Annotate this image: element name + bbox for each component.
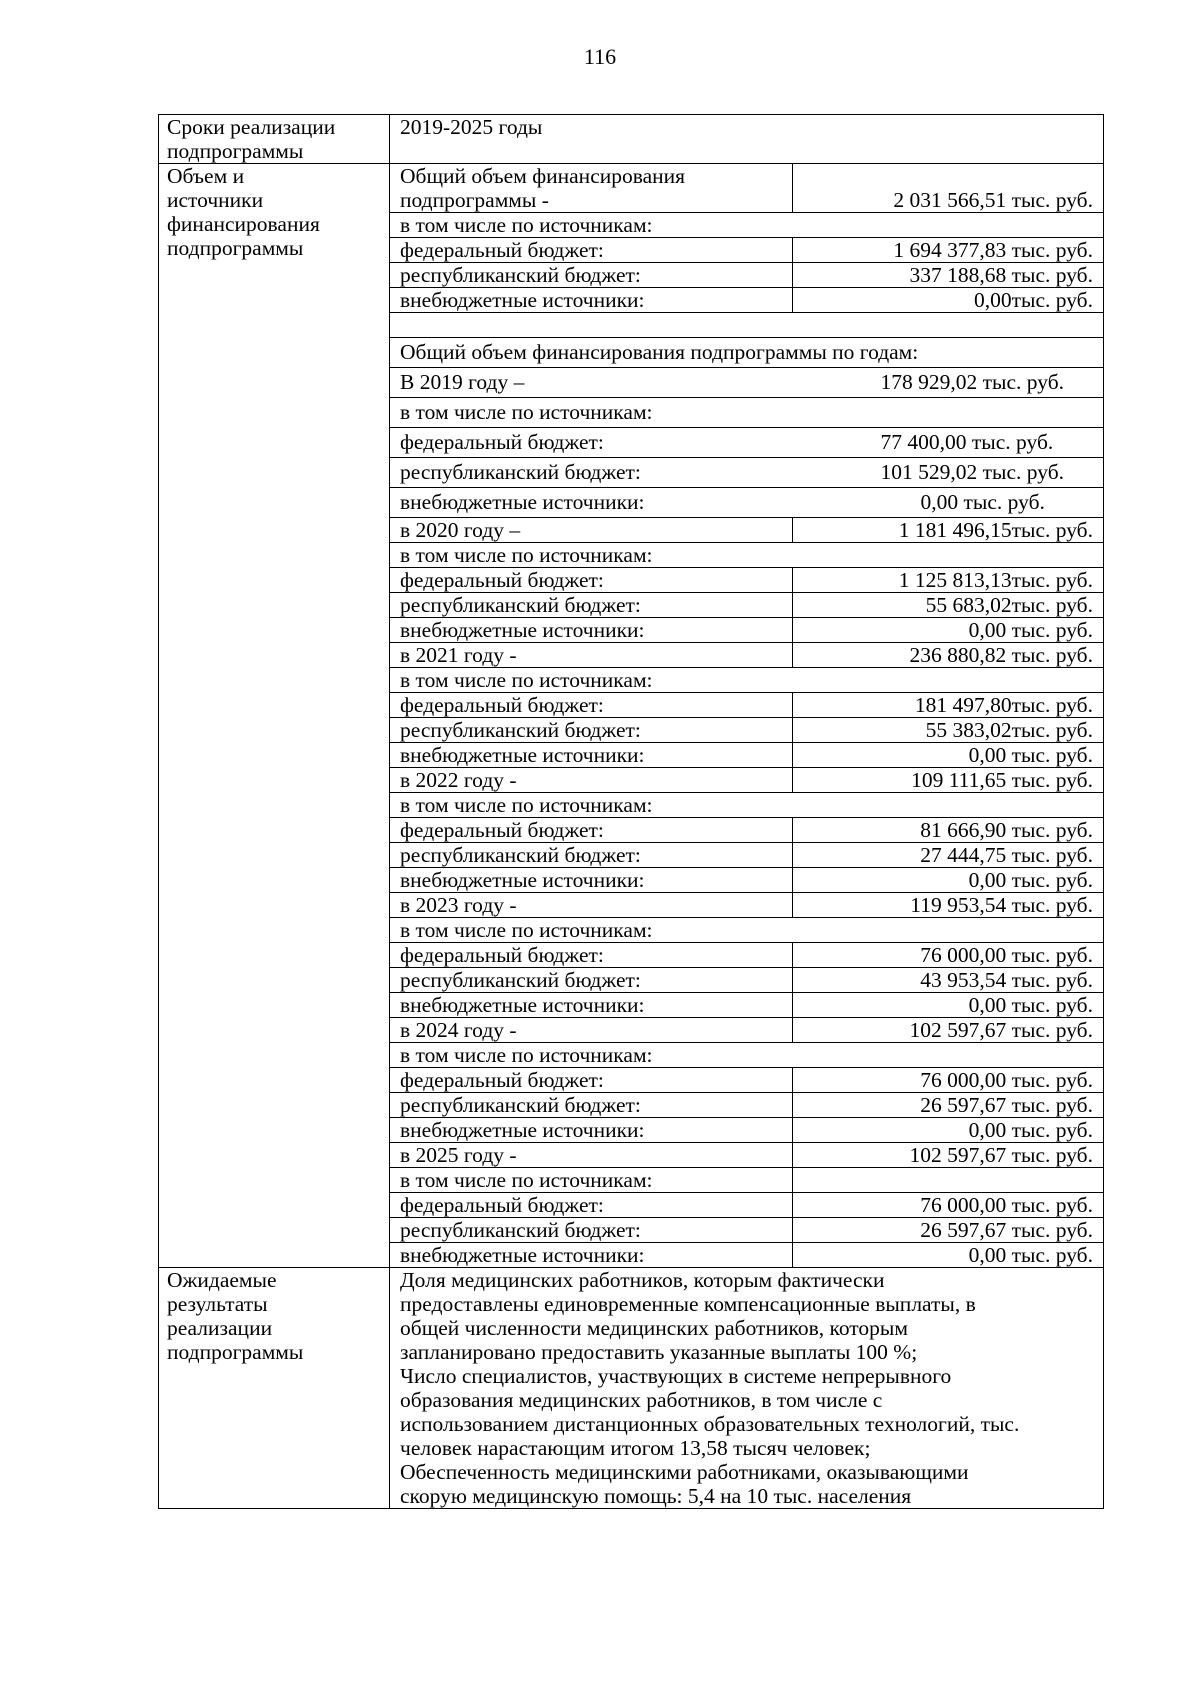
results-line: образования медицинских работников, в том числе с <box>400 1388 883 1412</box>
year-label: в 2021 году - <box>390 643 793 668</box>
year-federal-label: федеральный бюджет: <box>390 568 793 593</box>
year-federal-label: федеральный бюджет: <box>390 428 793 458</box>
year-republic-value: 43 953,54 тыс. руб. <box>793 968 1104 993</box>
total-label-line: подпрограммы - <box>400 188 549 212</box>
year-extra-row <box>390 488 1103 518</box>
year-federal-label: федеральный бюджет: <box>390 693 793 718</box>
by-years-title: Общий объем финансирования подпрограммы по годам: <box>390 338 1103 368</box>
sources-row <box>390 213 1103 238</box>
year-federal-label: федеральный бюджет: <box>390 943 793 968</box>
results-line: предоставлены единовременные компенсационные выплаты, в <box>400 1292 976 1316</box>
year-extra-label: внебюджетные источники: <box>390 618 793 643</box>
year-republic-row <box>390 1218 1103 1243</box>
year-extra-value: 0,00 тыс. руб. <box>793 868 1104 893</box>
federal-row <box>390 238 1103 263</box>
year-sources-empty <box>793 1168 1104 1193</box>
year-republic-value: 55 683,02тыс. руб. <box>793 593 1104 618</box>
year-extra-value: 0,00 тыс. руб. <box>793 618 1104 643</box>
year-republic-label: республиканский бюджет: <box>390 1093 793 1118</box>
year-extra-label: внебюджетные источники: <box>390 1118 793 1143</box>
year-extra-row <box>390 868 1103 893</box>
year-extra-value: 0,00 тыс. руб. <box>793 1118 1104 1143</box>
year-label: в 2023 году - <box>390 893 793 918</box>
year-total: 109 111,65 тыс. руб. <box>793 768 1104 793</box>
results-label-line: реализации <box>167 1316 273 1340</box>
year-republic-label: республиканский бюджет: <box>390 1218 793 1243</box>
year-sources-row <box>390 668 1103 693</box>
year-federal-row <box>390 1068 1103 1093</box>
year-total-row <box>390 643 1103 668</box>
funding-label-cell <box>159 164 390 1268</box>
results-text <box>390 1268 1103 1508</box>
results-line: Обеспеченность медицинскими работниками, оказывающими <box>400 1460 969 1484</box>
total-label-line: Общий объем финансирования <box>400 164 686 188</box>
year-label: в 2022 году - <box>390 768 793 793</box>
results-line: Число специалистов, участвующих в системе непрерывного <box>400 1364 952 1388</box>
funding-label-line: подпрограммы <box>167 236 304 260</box>
period-row <box>159 115 1104 164</box>
extra-row <box>390 288 1103 313</box>
federal-label: федеральный бюджет: <box>390 238 793 263</box>
period-value: 2019-2025 годы <box>400 115 543 139</box>
federal-value: 1 694 377,83 тыс. руб. <box>793 238 1104 263</box>
year-extra-label: внебюджетные источники: <box>400 1243 645 1267</box>
year-sources-row <box>390 398 1103 428</box>
year-sources-label: в том числе по источникам: <box>390 1168 793 1193</box>
year-republic-value: 101 529,02 тыс. руб. <box>793 458 1104 488</box>
extra-label: внебюджетные источники: <box>390 288 793 313</box>
funding-label-line: Объем и <box>167 164 245 188</box>
year-extra-label: внебюджетные источники: <box>390 868 793 893</box>
year-federal-value: 181 497,80тыс. руб. <box>793 693 1104 718</box>
results-line: человек нарастающим итогом 13,58 тысяч человек; <box>400 1436 871 1460</box>
results-label-line: Ожидаемые <box>167 1268 277 1292</box>
year-sources-label: в том числе по источникам: <box>390 918 1103 943</box>
results-row <box>159 1268 1104 1509</box>
year-sources-label: в том числе по источникам: <box>390 793 1103 818</box>
period-value-cell <box>390 115 1104 164</box>
funding-label-line: источники <box>167 188 264 212</box>
republic-value: 337 188,68 тыс. руб. <box>793 263 1104 288</box>
year-label: в 2020 году – <box>390 518 793 543</box>
funding-label-line: финансирования <box>167 212 320 236</box>
year-total: 1 181 496,15тыс. руб. <box>793 518 1104 543</box>
extra-value: 0,00тыс. руб. <box>793 288 1104 313</box>
year-federal-row <box>390 943 1103 968</box>
year-extra-row <box>390 743 1103 768</box>
year-federal-label: федеральный бюджет: <box>390 1068 793 1093</box>
republic-label: республиканский бюджет: <box>390 263 793 288</box>
year-total: 102 597,67 тыс. руб. <box>793 1018 1104 1043</box>
year-republic-row <box>390 968 1103 993</box>
funding-row <box>159 164 1104 1268</box>
year-federal-row <box>390 693 1103 718</box>
results-label-line: подпрограммы <box>167 1340 304 1364</box>
year-federal-row <box>390 428 1103 458</box>
year-federal-row <box>390 818 1103 843</box>
year-total: 236 880,82 тыс. руб. <box>793 643 1104 668</box>
year-sources-row <box>390 543 1103 568</box>
year-total-row <box>390 368 1103 398</box>
year-republic-label: республиканский бюджет: <box>390 843 793 868</box>
year-sources-label: в том числе по источникам: <box>390 668 1103 693</box>
year-label: в 2025 году - <box>390 1143 793 1168</box>
republic-row <box>390 263 1103 288</box>
year-total: 102 597,67 тыс. руб. <box>793 1143 1104 1168</box>
results-label-line: результаты <box>167 1292 268 1316</box>
year-total-row <box>390 768 1103 793</box>
results-line: использованием дистанционных образовательных технологий, тыс. <box>400 1412 1020 1436</box>
sources-label: в том числе по источникам: <box>390 213 1103 238</box>
year-republic-value: 55 383,02тыс. руб. <box>793 718 1104 743</box>
funding-inner-table <box>390 164 1103 1267</box>
total-row <box>390 164 1103 213</box>
year-republic-label: республиканский бюджет: <box>390 718 793 743</box>
year-extra-value: 0,00 тыс. руб. <box>793 488 1104 518</box>
year-sources-row <box>390 1168 1103 1193</box>
year-extra-label: внебюджетные источники: <box>390 993 793 1018</box>
results-line: запланировано предоставить указанные выплаты 100 %; <box>400 1340 918 1364</box>
year-sources-label: в том числе по источникам: <box>390 543 1103 568</box>
year-republic-value: 27 444,75 тыс. руб. <box>793 843 1104 868</box>
year-federal-label: федеральный бюджет: <box>390 818 793 843</box>
year-republic-value: 26 597,67 тыс. руб. <box>793 1093 1104 1118</box>
by-years-title-row <box>390 338 1103 368</box>
year-total-row <box>390 893 1103 918</box>
year-total-row <box>390 1143 1103 1168</box>
funding-content-cell <box>390 164 1104 1268</box>
year-republic-label: республиканский бюджет: <box>390 968 793 993</box>
year-federal-label: федеральный бюджет: <box>390 1193 793 1218</box>
page-number: 116 <box>583 44 617 69</box>
year-extra-row <box>390 618 1103 643</box>
year-federal-row <box>390 568 1103 593</box>
year-republic-label: республиканский бюджет: <box>390 593 793 618</box>
year-extra-row <box>390 1243 1103 1268</box>
year-republic-row <box>390 843 1103 868</box>
year-total: 119 953,54 тыс. руб. <box>793 893 1104 918</box>
total-value: 2 031 566,51 тыс. руб. <box>793 164 1104 213</box>
year-extra-row <box>390 1118 1103 1143</box>
results-line: Доля медицинских работников, которым фактически <box>400 1268 885 1292</box>
year-republic-row <box>390 593 1103 618</box>
blank-cell <box>390 313 1103 338</box>
year-extra-row <box>390 993 1103 1018</box>
year-extra-label: внебюджетные источники: <box>390 488 793 518</box>
year-republic-row <box>390 458 1103 488</box>
subprogram-passport-table <box>158 114 1104 1509</box>
year-label: в 2024 году - <box>390 1018 793 1043</box>
results-line: общей численности медицинских работников, которым <box>400 1316 908 1340</box>
year-republic-value: 26 597,67 тыс. руб. <box>793 1218 1104 1243</box>
year-extra-value: 0,00 тыс. руб. <box>793 743 1104 768</box>
year-sources-label: в том числе по источникам: <box>390 1043 1103 1068</box>
year-republic-label: республиканский бюджет: <box>390 458 793 488</box>
year-republic-row <box>390 718 1103 743</box>
year-republic-row <box>390 1093 1103 1118</box>
year-label: В 2019 году – <box>390 368 793 398</box>
year-sources-row <box>390 1043 1103 1068</box>
year-federal-value: 76 000,00 тыс. руб. <box>793 1193 1104 1218</box>
year-federal-row <box>390 1193 1103 1218</box>
year-sources-row <box>390 918 1103 943</box>
year-federal-value: 1 125 813,13тыс. руб. <box>793 568 1104 593</box>
period-label-line: подпрограммы <box>167 139 304 163</box>
year-total-row <box>390 518 1103 543</box>
year-federal-value: 76 000,00 тыс. руб. <box>793 1068 1104 1093</box>
year-sources-label: в том числе по источникам: <box>390 398 1103 428</box>
year-federal-value: 81 666,90 тыс. руб. <box>793 818 1104 843</box>
results-label-cell <box>159 1268 390 1509</box>
period-label-line: Сроки реализации <box>167 115 336 139</box>
year-federal-value: 76 000,00 тыс. руб. <box>793 943 1104 968</box>
period-label-cell <box>159 115 390 164</box>
year-sources-row <box>390 793 1103 818</box>
year-federal-value: 77 400,00 тыс. руб. <box>793 428 1104 458</box>
year-extra-label: внебюджетные источники: <box>390 743 793 768</box>
blank-row <box>390 313 1103 338</box>
year-extra-value: 0,00 тыс. руб. <box>793 1243 1104 1268</box>
results-content-cell <box>390 1268 1104 1509</box>
total-label <box>390 164 793 213</box>
year-extra-value: 0,00 тыс. руб. <box>793 993 1104 1018</box>
year-total-row <box>390 1018 1103 1043</box>
year-total: 178 929,02 тыс. руб. <box>793 368 1104 398</box>
results-line: скорую медицинскую помощь: 5,4 на 10 тыс. населения <box>400 1484 912 1508</box>
